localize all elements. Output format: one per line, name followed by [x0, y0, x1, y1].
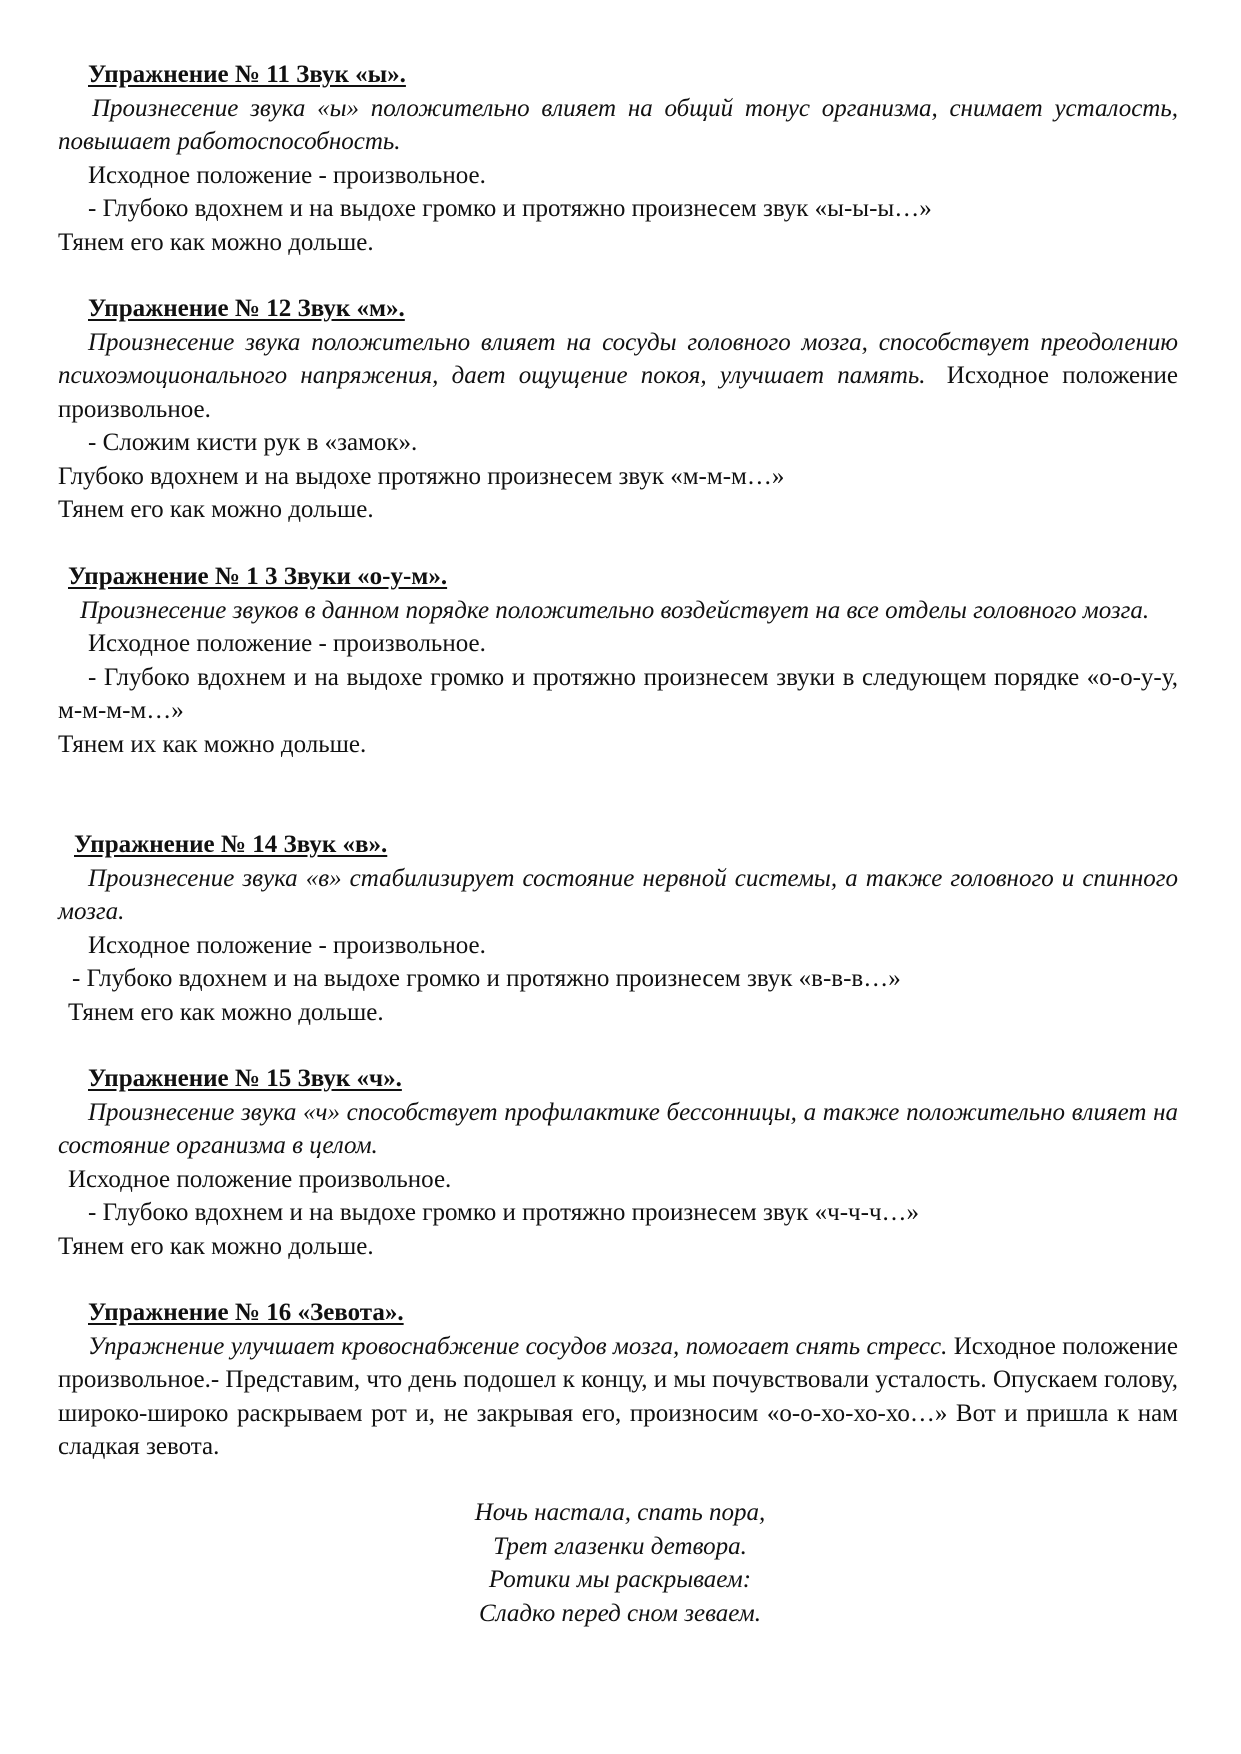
- exercise-13: [58, 560, 1178, 761]
- exercise-description-tail: Исходное положение произвольное.: [58, 362, 1178, 423]
- exercise-11: [58, 58, 1178, 259]
- exercise-line: Исходное положение произвольное.: [68, 1165, 452, 1193]
- exercise-description: Произнесение звука «ч» способствует профилактике бессонницы, а также положительно влияет на состояние организма в целом.: [58, 1098, 1178, 1159]
- exercise-description: Упражнение улучшает кровоснабжение сосудов мозга, помогает снять стресс.: [88, 1332, 948, 1360]
- exercise-line: Исходное положение - произвольное.: [88, 161, 486, 189]
- exercise-description: Произнесение звука «в» стабилизирует состояние нервной системы, а также головного и спинного мозга.: [58, 864, 1178, 925]
- poem-line: Ночь настала, спать пора,: [474, 1499, 766, 1526]
- poem-line: Ротики мы раскрываем:: [488, 1566, 752, 1593]
- exercise-title: Упражнение № 15 Звук «ч».: [88, 1065, 402, 1092]
- exercise-line: - Глубоко вдохнем и на выдохе громко и протяжно произнесем звук «ы-ы-ы…»: [88, 195, 932, 222]
- poem-line: Трет глазенки детвора.: [493, 1532, 747, 1560]
- poem-line: Сладко перед сном зеваем.: [479, 1599, 761, 1627]
- exercise-line: Тянем их как можно дольше.: [58, 730, 367, 758]
- exercise-title: Упражнение № 12 Звук «м».: [88, 295, 405, 322]
- exercise-description: Произнесение звуков в данном порядке положительно воздействует на все отделы головного мозга.: [80, 596, 1150, 624]
- exercise-title: Упражнение № 16 «Зевота».: [88, 1299, 404, 1326]
- exercise-title: Упражнение № 14 Звук «в».: [74, 831, 388, 858]
- exercise-line: - Глубоко вдохнем и на выдохе громко и протяжно произнесем звук «в-в-в…»: [72, 965, 901, 992]
- exercise-description: Произнесение звука «ы» положительно влияет на общий тонус организма, снимает усталость, повышает работоспособность.: [58, 94, 1178, 155]
- exercise-16: [58, 1296, 1178, 1464]
- exercise-title: Упражнение № 1 3 Звуки «о-у-м».: [68, 563, 448, 590]
- exercise-14: [58, 828, 1178, 1029]
- exercise-15: [58, 1062, 1178, 1263]
- exercise-body: Исходное положение произвольное.- Представим, что день подошел к концу, и мы почувствовали усталость. Опускаем голову, широко-широко раскрываем рот и, не закрывая его, произносим «о-о-хо-хо-хо…» Вот и пришла к нам сладкая зевота.: [58, 1332, 1179, 1460]
- exercise-line: Тянем его как можно дольше.: [58, 496, 374, 523]
- poem: [320, 1496, 920, 1630]
- exercise-line: Тянем его как можно дольше.: [68, 998, 384, 1026]
- exercise-line: - Сложим кисти рук в «замок».: [88, 429, 418, 456]
- exercise-line: Исходное положение - произвольное.: [88, 630, 486, 657]
- exercise-line: - Глубоко вдохнем и на выдохе громко и протяжно произнесем звук «ч-ч-ч…»: [88, 1199, 920, 1226]
- exercise-line: Глубоко вдохнем и на выдохе протяжно произнесем звук «м-м-м…»: [58, 462, 785, 490]
- exercise-line: - Глубоко вдохнем и на выдохе громко и протяжно произнесем звуки в следующем порядке «о-о-у-у, м-м-м-м…»: [58, 663, 1178, 724]
- exercise-12: [58, 292, 1178, 527]
- exercise-description: Произнесение звука положительно влияет на сосуды головного мозга, способствует преодолению психоэмоционального напряжения, дает ощущение покоя, улучшает память.: [58, 328, 1178, 389]
- exercise-line: Тянем его как можно дольше.: [58, 1232, 374, 1260]
- exercise-title: Упражнение № 11 Звук «ы».: [88, 61, 406, 88]
- exercise-line: Тянем его как можно дольше.: [58, 228, 374, 256]
- exercise-line: Исходное положение - произвольное.: [88, 931, 486, 959]
